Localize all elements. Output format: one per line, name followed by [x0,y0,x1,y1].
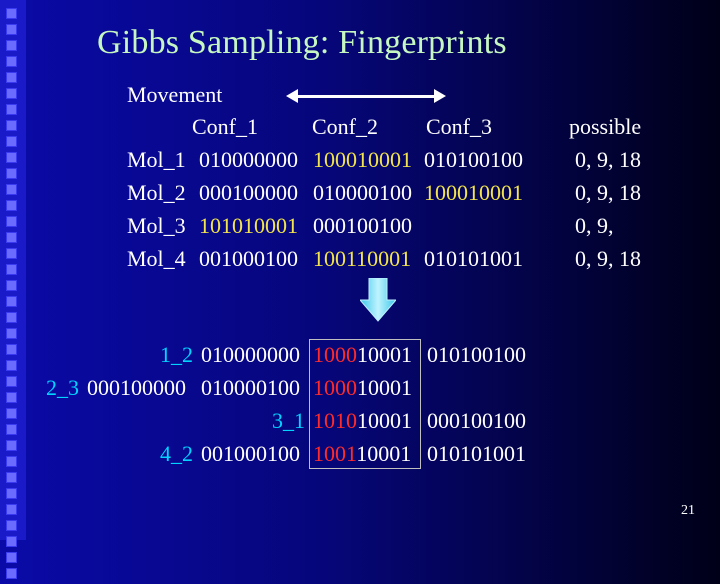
movement-arrow-right-head [434,89,446,103]
down-arrow-icon [360,278,396,322]
row-2-conf-1: 000100000 [199,180,298,205]
row-2-conf-3: 100010001 [424,180,523,205]
movement-arrow-line [296,95,436,98]
decorative-square [6,328,17,339]
decorative-square [6,232,17,243]
align-3-b-red: 1010 [313,408,357,433]
decorative-square [6,200,17,211]
decorative-square [6,168,17,179]
row-3-mol: Mol_3 [127,213,186,238]
align-1-b-red: 1000 [313,342,357,367]
align-1-b [313,342,412,368]
left-decorative-strip [0,0,26,540]
row-1-conf-1: 010000000 [199,147,298,172]
row-1-conf-2: 100010001 [313,147,412,172]
decorative-square [6,104,17,115]
align-4-b-rest: 10001 [356,441,412,466]
decorative-square [6,184,17,195]
row-3-possible: 0, 9, [575,213,614,238]
movement-arrow-left-head [286,89,298,103]
align-3-b-rest: 10001 [357,408,412,433]
decorative-square [6,488,17,499]
decorative-square [6,456,17,467]
decorative-square [6,312,17,323]
align-2-b-rest: 10001 [357,375,412,400]
decorative-square [6,504,17,515]
decorative-square [6,216,17,227]
row-4-conf-2: 100110001 [313,246,412,271]
align-3-b [313,408,412,434]
align-2-b-red: 1000 [313,375,357,400]
decorative-square [6,72,17,83]
align-4-a: 001000100 [201,441,300,466]
row-1-conf-3: 010100100 [424,147,523,172]
row-3-conf-1: 101010001 [199,213,298,238]
decorative-square [6,296,17,307]
decorative-square [6,248,17,259]
align-4-b [313,441,411,467]
decorative-square [6,40,17,51]
row-4-mol: Mol_4 [127,246,186,271]
row-1-possible: 0, 9, 18 [575,147,641,172]
row-2-possible: 0, 9, 18 [575,180,641,205]
decorative-square [6,88,17,99]
align-4-b-red: 1001 [313,441,357,466]
align-3-label: 3_1 [272,408,305,433]
decorative-square [6,376,17,387]
page-number: 21 [681,503,695,518]
decorative-square [6,472,17,483]
decorative-square [6,520,17,531]
align-1-a: 010000000 [201,342,300,367]
decorative-square [6,264,17,275]
row-2-conf-2: 010000100 [313,180,412,205]
align-1-c: 010100100 [427,342,526,367]
decorative-square [6,440,17,451]
decorative-square [6,152,17,163]
decorative-square [6,568,17,579]
header-conf-3: Conf_3 [426,114,492,139]
decorative-square [6,408,17,419]
row-2-mol: Mol_2 [127,180,186,205]
decorative-square [6,344,17,355]
align-3-c: 000100100 [427,408,526,433]
decorative-square [6,56,17,67]
header-conf-2: Conf_2 [312,114,378,139]
header-conf-1: Conf_1 [192,114,258,139]
decorative-square [6,536,17,547]
align-2-b [313,375,412,401]
align-2-a2: 010000100 [201,375,300,400]
decorative-squares [6,8,18,584]
decorative-square [6,424,17,435]
movement-label: Movement [127,82,223,107]
row-4-possible: 0, 9, 18 [575,246,641,271]
row-1-mol: Mol_1 [127,147,186,172]
decorative-square [6,8,17,19]
decorative-square [6,280,17,291]
decorative-square [6,360,17,371]
align-2-label: 2_3 [46,375,79,400]
align-4-c: 010101001 [427,441,526,466]
decorative-square [6,552,17,563]
row-4-conf-1: 001000100 [199,246,298,271]
decorative-square [6,136,17,147]
header-possible: possible [569,114,642,139]
slide-title: Gibbs Sampling: Fingerprints [97,24,507,61]
align-2-a: 000100000 [87,375,186,400]
align-1-b-rest: 10001 [357,342,412,367]
row-3-conf-2: 000100100 [313,213,412,238]
decorative-square [6,24,17,35]
decorative-square [6,120,17,131]
align-4-label: 4_2 [160,441,193,466]
row-4-conf-3: 010101001 [424,246,523,271]
align-1-label: 1_2 [160,342,193,367]
decorative-square [6,392,17,403]
